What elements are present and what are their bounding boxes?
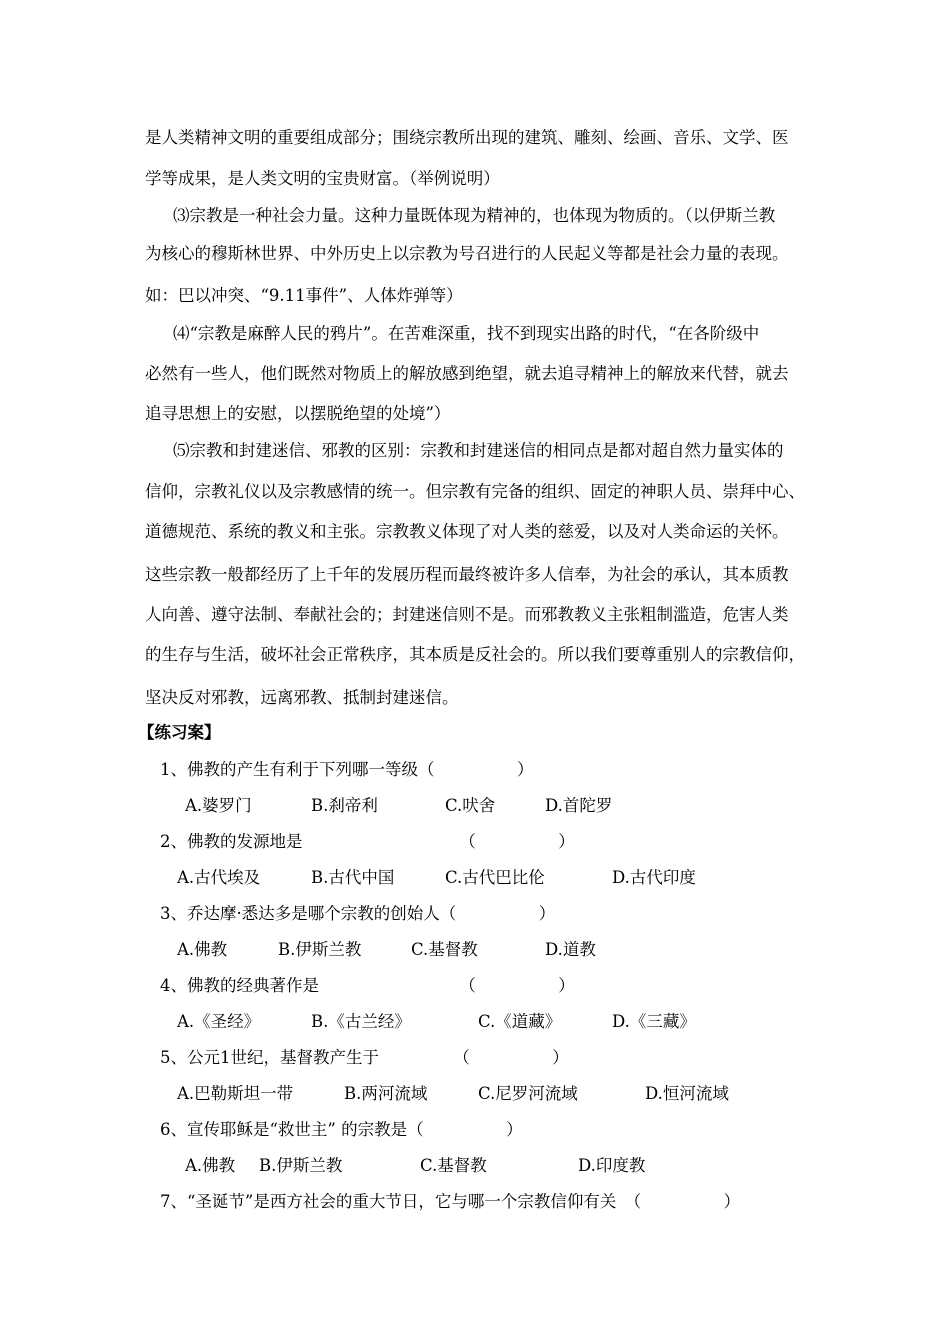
answer-option: C.基督教 bbox=[420, 1156, 487, 1175]
question-stem: 5、公元1世纪，基督教产生于 （ ） bbox=[160, 1048, 569, 1067]
question-stem: 6、宣传耶稣是“救世主” 的宗教是（ ） bbox=[160, 1120, 523, 1139]
answer-option: A.佛教 bbox=[177, 940, 228, 959]
paragraph-line: 是人类精神文明的重要组成部分；围绕宗教所出现的建筑、雕刻、绘画、音乐、文学、医 bbox=[145, 128, 789, 147]
answer-option: D.印度教 bbox=[578, 1156, 646, 1175]
answer-option: D.道教 bbox=[545, 940, 596, 959]
question-stem: 2、佛教的发源地是 （ ） bbox=[160, 832, 575, 851]
paragraph-line: 如：巴以冲突、“9.11事件”、人体炸弹等） bbox=[145, 286, 463, 305]
answer-option: D.恒河流域 bbox=[645, 1084, 729, 1103]
answer-option: D.古代印度 bbox=[612, 868, 696, 887]
paragraph-line: ⑸宗教和封建迷信、邪教的区别：宗教和封建迷信的相同点是都对超自然力量实体的 bbox=[173, 441, 784, 460]
answer-option: C.尼罗河流域 bbox=[478, 1084, 578, 1103]
answer-option: A.婆罗门 bbox=[185, 796, 252, 815]
paragraph-line: 的生存与生活，破坏社会正常秩序，其本质是反社会的。所以我们要尊重别人的宗教信仰， bbox=[145, 645, 805, 664]
answer-option: A.古代埃及 bbox=[177, 868, 261, 887]
question-stem: 1、佛教的产生有利于下列哪一等级（ ） bbox=[160, 760, 534, 779]
section-title: 【练习案】 bbox=[138, 723, 221, 742]
answer-option: B.两河流域 bbox=[344, 1084, 428, 1103]
paragraph-line: ⑷“宗教是麻醉人民的鸦片”。在苦难深重，找不到现实出路的时代，“在各阶级中 bbox=[173, 324, 760, 343]
answer-option: B.伊斯兰教 bbox=[259, 1156, 343, 1175]
answer-option: A.巴勒斯坦一带 bbox=[177, 1084, 294, 1103]
paragraph-line: 坚决反对邪教，远离邪教、抵制封建迷信。 bbox=[145, 688, 459, 707]
paragraph-line: 信仰，宗教礼仪以及宗教感情的统一。但宗教有完备的组织、固定的神职人员、崇拜中心、 bbox=[145, 482, 805, 501]
answer-option: C.基督教 bbox=[411, 940, 478, 959]
paragraph-line: 为核心的穆斯林世界、中外历史上以宗教为号召进行的人民起义等都是社会力量的表现。 bbox=[145, 244, 789, 263]
paragraph-line: 人向善、遵守法制、奉献社会的；封建迷信则不是。而邪教教义主张粗制滥造，危害人类 bbox=[145, 605, 789, 624]
answer-option: D.《三藏》 bbox=[612, 1012, 696, 1031]
answer-option: B.刹帝利 bbox=[311, 796, 378, 815]
paragraph-line: ⑶宗教是一种社会力量。这种力量既体现为精神的，也体现为物质的。（以伊斯兰教 bbox=[173, 206, 776, 225]
answer-option: B.古代中国 bbox=[311, 868, 395, 887]
answer-option: B.《古兰经》 bbox=[311, 1012, 411, 1031]
answer-option: A.佛教 bbox=[185, 1156, 236, 1175]
answer-option: B.伊斯兰教 bbox=[278, 940, 362, 959]
answer-option: C.《道藏》 bbox=[478, 1012, 562, 1031]
answer-option: C.古代巴比伦 bbox=[445, 868, 545, 887]
question-stem: 4、佛教的经典著作是 （ ） bbox=[160, 976, 575, 995]
question-stem: 7、“圣诞节”是西方社会的重大节日，它与哪一个宗教信仰有关 （ ） bbox=[160, 1192, 741, 1211]
paragraph-line: 必然有一些人，他们既然对物质上的解放感到绝望，就去追寻精神上的解放来代替，就去 bbox=[145, 364, 789, 383]
paragraph-line: 这些宗教一般都经历了上千年的发展历程而最终被许多人信奉，为社会的承认，其本质教 bbox=[145, 565, 789, 584]
paragraph-line: 追寻思想上的安慰，以摆脱绝望的处境”） bbox=[145, 404, 451, 423]
answer-option: C.吠舍 bbox=[445, 796, 496, 815]
answer-option: A.《圣经》 bbox=[177, 1012, 261, 1031]
paragraph-line: 道德规范、系统的教义和主张。宗教教义体现了对人类的慈爱，以及对人类命运的关怀。 bbox=[145, 522, 789, 541]
question-stem: 3、乔达摩·悉达多是哪个宗教的创始人（ ） bbox=[160, 904, 556, 923]
paragraph-line: 学等成果，是人类文明的宝贵财富。（举例说明） bbox=[145, 169, 500, 188]
answer-option: D.首陀罗 bbox=[545, 796, 613, 815]
